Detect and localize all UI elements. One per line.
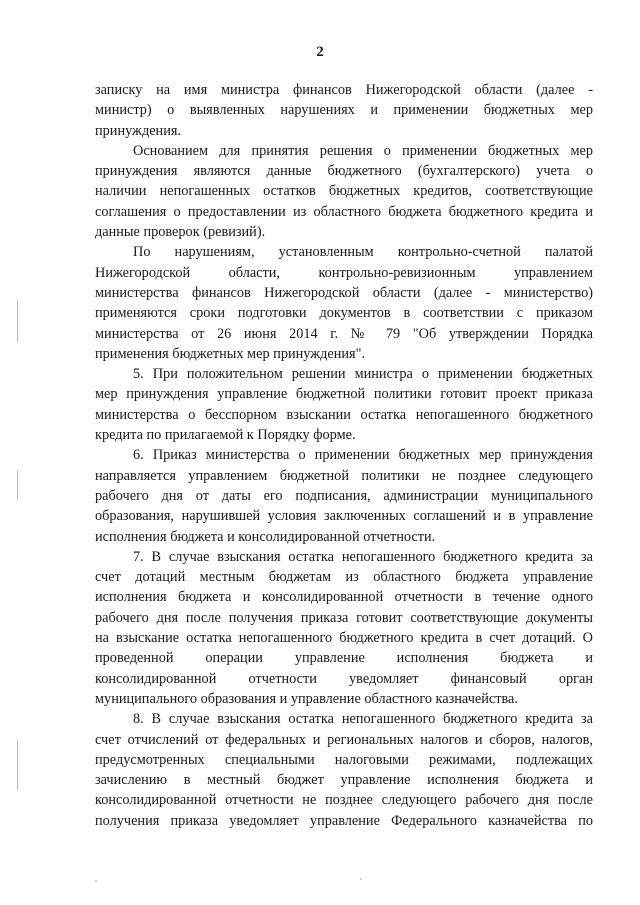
paragraph-line: направляется управлением бюджетной политики не позднее следующего <box>95 467 593 484</box>
paragraph-line: 7. В случае взыскания остатка непогашенного бюджетного кредита за <box>133 548 593 565</box>
scan-artifact <box>17 740 18 790</box>
paragraph-line: принуждения. <box>95 122 182 139</box>
paragraph-line: 5. При положительном решении министра о применении бюджетных <box>133 366 593 383</box>
paragraph-line: наличии непогашенных остатков бюджетных кредитов, соответствующие <box>95 183 593 200</box>
paragraph-line: предусмотренных специальными налоговыми режимами, подлежащих <box>95 751 593 768</box>
paragraph-line: мер принуждения управление бюджетной политики готовит проект приказа <box>95 386 593 403</box>
paragraph-line: консолидированной отчетности уведомляет финансовый орган <box>95 670 593 687</box>
paragraph-line: 8. В случае взыскания остатка непогашенного бюджетного кредита за <box>133 711 593 728</box>
paragraph-line: зачислению в местный бюджет управление исполнения бюджета и <box>95 772 593 789</box>
paragraph-line: Основанием для принятия решения о применении бюджетных мер <box>133 142 593 159</box>
scan-artifact <box>17 300 18 342</box>
paragraph-line: записку на имя министра финансов Нижегородской области (далее - <box>95 82 593 98</box>
paragraph-line: министерства о бесспорном взыскании остатка непогашенного бюджетного <box>95 406 593 423</box>
paragraph-line: образования, нарушившей условия заключенных соглашений и в управление <box>95 508 593 525</box>
scan-artifact <box>360 878 362 880</box>
page-number: 2 <box>316 44 324 60</box>
paragraph-line: проведенной операции управление исполнения бюджета и <box>95 650 593 667</box>
paragraph-line: исполнения бюджета и консолидированной отчетности. <box>95 528 436 545</box>
paragraph-line: данные проверок (ревизий). <box>95 224 266 241</box>
paragraph-line: получения приказа уведомляет управление Федерального казначейства по <box>95 812 593 829</box>
paragraph-line: счет дотаций местным бюджетам из областного бюджета управление <box>95 569 593 586</box>
paragraph-line: рабочего дня от даты его подписания, администрации муниципального <box>95 487 593 504</box>
paragraph-line: применяются сроки подготовки документов в соответствии с приказом <box>95 305 593 322</box>
paragraph-line: министр) о выявленных нарушениях и применении бюджетных мер <box>95 102 593 119</box>
paragraph-line: По нарушениям, установленным контрольно-счетной палатой <box>133 244 593 261</box>
paragraph-line: консолидированной отчетности не позднее следующего рабочего дня после <box>95 792 593 809</box>
paragraph-line: Нижегородской области, контрольно-ревизионным управлением <box>95 264 593 281</box>
paragraph-line: счет отчислений от федеральных и региональных налогов и сборов, налогов, <box>95 731 593 748</box>
paragraph-line: исполнения бюджета и консолидированной отчетности в течение одного <box>95 589 593 606</box>
paragraph-line: министерства от 26 июня 2014 г. № 79 "Об утверждении Порядка <box>95 325 593 342</box>
scan-artifact <box>17 470 18 500</box>
paragraph-line: применения бюджетных мер принуждения". <box>95 345 366 362</box>
paragraph-line: рабочего дня после получения приказа готовит соответствующие документы <box>95 609 593 626</box>
paragraph-line: на взыскание остатка непогашенного бюджетного кредита в счет дотаций. О <box>95 630 593 647</box>
document-body <box>95 80 593 831</box>
paragraph-line: муниципального образования и управление областного казначейства. <box>95 690 518 707</box>
paragraph-line: соглашения о предоставлении из областного бюджета бюджетного кредита и <box>95 203 593 220</box>
paragraph-line: кредита по прилагаемой к Порядку форме. <box>95 427 356 444</box>
scan-artifact <box>95 880 97 882</box>
paragraph-line: принуждения являются данные бюджетного (бухгалтерского) учета о <box>95 163 593 180</box>
paragraph-line: министерства финансов Нижегородской области (далее - министерство) <box>95 284 593 301</box>
paragraph-line: 6. Приказ министерства о применении бюджетных мер принуждения <box>133 447 593 464</box>
